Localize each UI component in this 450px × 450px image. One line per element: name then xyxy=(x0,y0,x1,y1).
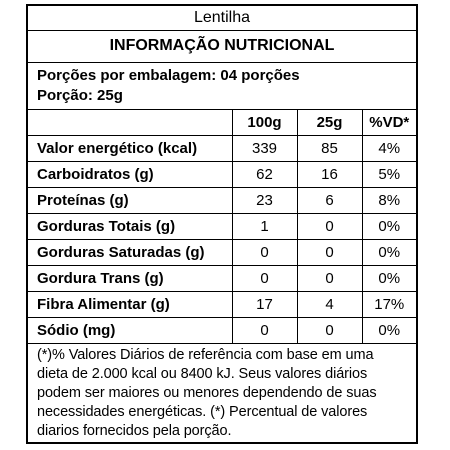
value-100g: 339 xyxy=(232,136,297,162)
label-heading: INFORMAÇÃO NUTRICIONAL xyxy=(28,31,416,63)
value-100g: 23 xyxy=(232,188,297,214)
table-row xyxy=(28,318,416,344)
nutrient-name: Sódio (mg) xyxy=(28,318,232,344)
nutrient-name: Carboidratos (g) xyxy=(28,162,232,188)
value-100g: 1 xyxy=(232,214,297,240)
nutrient-name: Gordura Trans (g) xyxy=(28,266,232,292)
daily-value: 17% xyxy=(362,292,416,318)
footnote-line: (*)% Valores Diários de referência com base em uma xyxy=(37,347,374,363)
value-25g: 0 xyxy=(297,266,362,292)
column-header: %VD* xyxy=(362,110,416,136)
servings-per-package: Porções por embalagem: 04 porções xyxy=(37,67,300,84)
column-header: 25g xyxy=(297,110,362,136)
table-header-row xyxy=(28,110,416,136)
value-25g: 0 xyxy=(297,214,362,240)
footnote-line: necessidades energéticas. (*) Percentual de valores xyxy=(37,404,368,420)
footnote-line: dieta de 2.000 kcal ou 8400 kJ. Seus valores diários xyxy=(37,366,368,382)
value-25g: 16 xyxy=(297,162,362,188)
table-row xyxy=(28,188,416,214)
nutrient-name: Fibra Alimentar (g) xyxy=(28,292,232,318)
nutrition-label xyxy=(26,4,418,444)
daily-value: 5% xyxy=(362,162,416,188)
value-25g: 85 xyxy=(297,136,362,162)
value-25g: 0 xyxy=(297,240,362,266)
table-row xyxy=(28,266,416,292)
daily-value: 0% xyxy=(362,266,416,292)
daily-value: 8% xyxy=(362,188,416,214)
nutrient-name: Proteínas (g) xyxy=(28,188,232,214)
footnote xyxy=(37,346,407,441)
table-row xyxy=(28,162,416,188)
table-row xyxy=(28,292,416,318)
value-25g: 6 xyxy=(297,188,362,214)
value-100g: 0 xyxy=(232,266,297,292)
nutrient-name: Gorduras Saturadas (g) xyxy=(28,240,232,266)
value-100g: 0 xyxy=(232,318,297,344)
value-100g: 17 xyxy=(232,292,297,318)
table-row xyxy=(28,136,416,162)
table-row xyxy=(28,214,416,240)
value-100g: 62 xyxy=(232,162,297,188)
footnote-line: podem ser maiores ou menores dependendo de suas xyxy=(37,385,377,401)
nutrient-name: Gorduras Totais (g) xyxy=(28,214,232,240)
serving-info xyxy=(28,63,416,110)
footnote-line: diarios fornecidos pela porção. xyxy=(37,423,232,439)
value-25g: 0 xyxy=(297,318,362,344)
daily-value: 0% xyxy=(362,214,416,240)
nutrient-name: Valor energético (kcal) xyxy=(28,136,232,162)
daily-value: 0% xyxy=(362,240,416,266)
value-100g: 0 xyxy=(232,240,297,266)
daily-value: 4% xyxy=(362,136,416,162)
value-25g: 4 xyxy=(297,292,362,318)
daily-value: 0% xyxy=(362,318,416,344)
serving-size: Porção: 25g xyxy=(37,87,123,104)
table-row xyxy=(28,240,416,266)
nutrition-table xyxy=(28,109,416,344)
product-title: Lentilha xyxy=(28,6,416,31)
column-header xyxy=(28,110,232,136)
column-header: 100g xyxy=(232,110,297,136)
